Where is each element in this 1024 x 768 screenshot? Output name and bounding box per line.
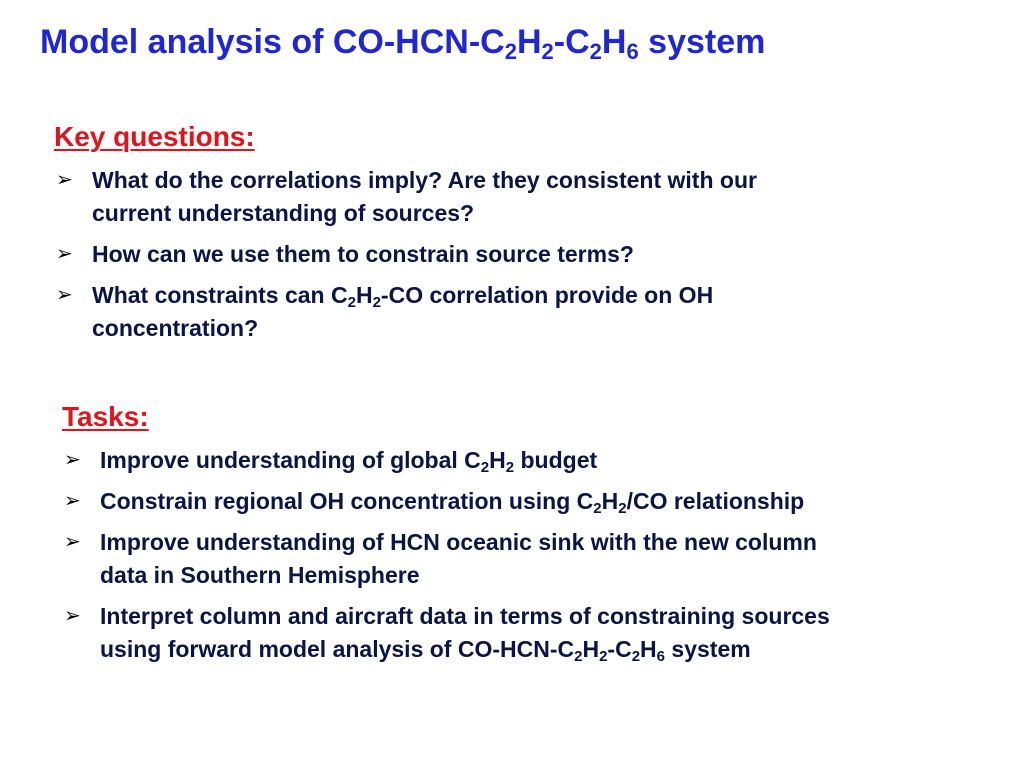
- list-item-text: current understanding of sources?: [92, 199, 475, 226]
- arrowhead-bullet-icon: ➢: [56, 242, 73, 265]
- title-text: -C: [553, 23, 590, 61]
- title-text: Model analysis of CO-HCN-C: [40, 23, 505, 61]
- list-item-text: Improve understanding of global C: [100, 446, 481, 473]
- subscript: 2: [631, 647, 641, 665]
- title-text: H: [516, 23, 542, 61]
- tasks-list: [62, 444, 830, 666]
- list-item-text: What constraints can C: [92, 281, 348, 308]
- subscript: 2: [618, 499, 627, 517]
- subscript: 2: [505, 458, 515, 476]
- subscript: 2: [480, 458, 490, 476]
- arrowhead-bullet-icon: ➢: [64, 489, 81, 512]
- slide-title: [40, 22, 765, 63]
- tasks-heading: Tasks:: [62, 401, 149, 432]
- title-subscript: 2: [541, 39, 554, 64]
- list-item-text: budget: [514, 446, 598, 473]
- list-item-text: Constrain regional OH concentration using C: [100, 487, 594, 514]
- list-item-text: -C: [607, 635, 632, 662]
- arrowhead-bullet-icon: ➢: [56, 168, 73, 191]
- list-item-text: /CO relationship: [626, 487, 805, 514]
- list-item-text: H: [582, 635, 600, 662]
- list-item: [64, 444, 830, 477]
- key-questions-heading: Key questions:: [54, 121, 255, 152]
- list-item-text: How can we use them to constrain source terms?: [92, 240, 634, 267]
- list-item: [64, 485, 830, 518]
- list-item-text: data in Southern Hemisphere: [100, 561, 420, 588]
- arrowhead-bullet-icon: ➢: [64, 530, 81, 553]
- title-subscript: 2: [504, 39, 517, 64]
- list-item-text: -CO correlation provide on OH: [380, 281, 714, 308]
- key-questions-section: [54, 120, 757, 353]
- list-item-text: concentration?: [92, 314, 259, 341]
- list-item-text: H: [489, 446, 506, 473]
- subscript: 2: [593, 499, 602, 517]
- subscript: 6: [656, 647, 666, 665]
- list-item: [64, 600, 830, 666]
- list-item: [56, 238, 757, 271]
- list-item-text: H: [355, 281, 373, 308]
- list-item: [56, 279, 757, 345]
- title-text: H: [601, 23, 627, 61]
- list-item-text: Improve understanding of HCN oceanic sink with the new column: [100, 528, 817, 555]
- arrowhead-bullet-icon: ➢: [64, 448, 81, 471]
- list-item-text: using forward model analysis of CO-HCN-C: [100, 635, 575, 662]
- list-item: [64, 526, 830, 592]
- list-item-text: H: [601, 487, 619, 514]
- key-questions-list: [54, 164, 757, 345]
- list-item-text: Interpret column and aircraft data in terms of constraining sources: [100, 602, 830, 629]
- title-subscript: 2: [589, 39, 602, 64]
- subscript: 2: [574, 647, 583, 665]
- tasks-section: [62, 400, 830, 674]
- list-item-text: H: [640, 635, 657, 662]
- title-text: system: [638, 23, 766, 61]
- list-item-text: system: [665, 635, 751, 662]
- title-subscript: 6: [626, 39, 639, 64]
- subscript: 2: [347, 293, 356, 311]
- subscript: 2: [599, 647, 608, 665]
- subscript: 2: [372, 293, 381, 311]
- list-item-text: What do the correlations imply? Are they consistent with our: [92, 166, 757, 193]
- arrowhead-bullet-icon: ➢: [56, 283, 73, 306]
- list-item: [56, 164, 757, 230]
- arrowhead-bullet-icon: ➢: [64, 604, 81, 627]
